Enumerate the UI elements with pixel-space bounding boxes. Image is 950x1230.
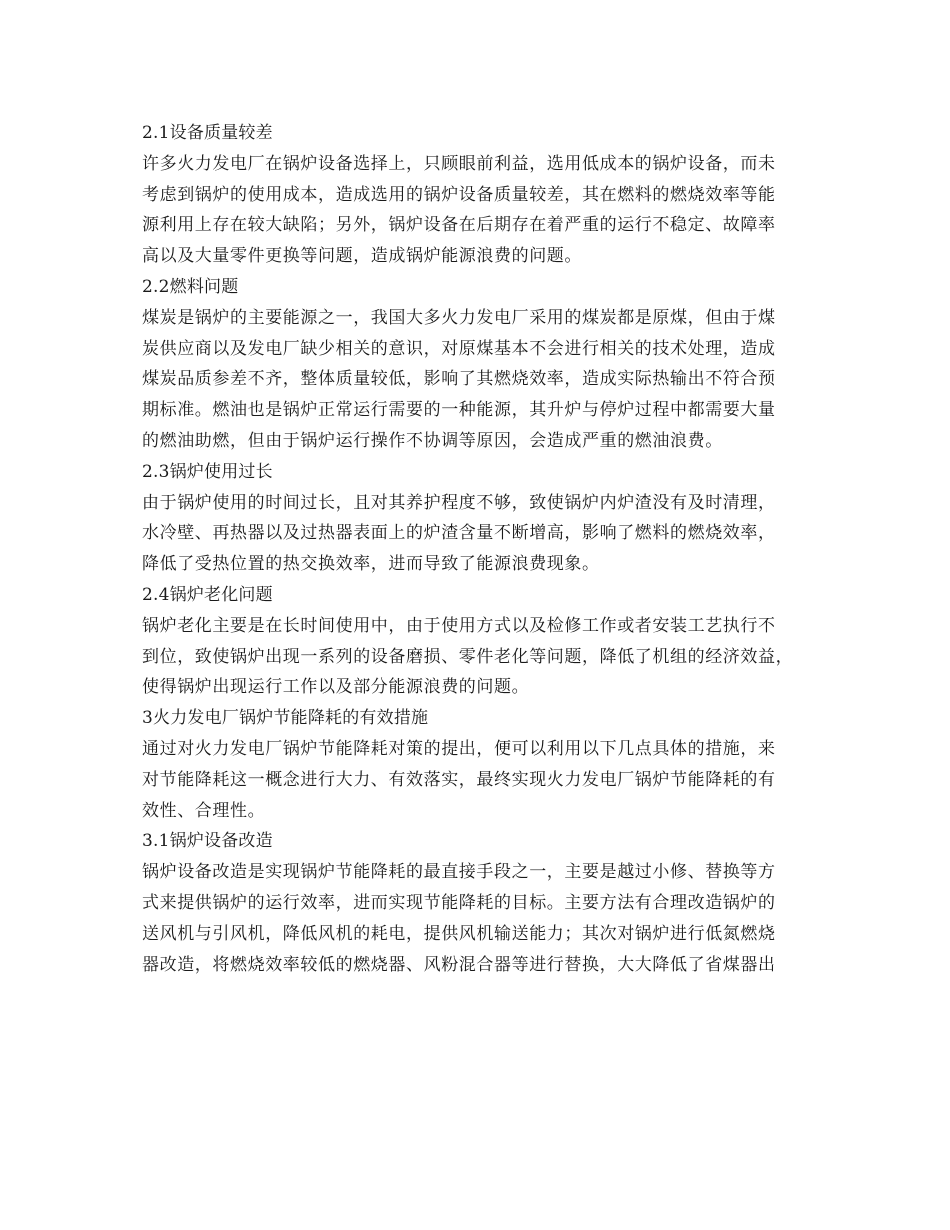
section-heading: 3火力发电厂锅炉节能降耗的有效措施 <box>142 708 429 729</box>
paragraph-line: 效性、合理性。 <box>142 800 266 821</box>
paragraph-line: 煤炭是锅炉的主要能源之一，我国大多火力发电厂采用的煤炭都是原煤，但由于煤 <box>142 307 776 328</box>
paragraph-line: 锅炉设备改造是实现锅炉节能降耗的最直接手段之一，主要是越过小修、替换等方 <box>142 862 776 883</box>
paragraph-line: 到位，致使锅炉出现一系列的设备磨损、零件老化等问题，降低了机组的经济效益， <box>142 646 794 667</box>
paragraph-line: 锅炉老化主要是在长时间使用中，由于使用方式以及检修工作或者安装工艺执行不 <box>142 615 776 636</box>
document-body <box>142 118 832 980</box>
paragraph-line: 期标准。燃油也是锅炉正常运行需要的一种能源，其升炉与停炉过程中都需要大量 <box>142 400 776 421</box>
paragraph-line: 高以及大量零件更换等问题，造成锅炉能源浪费的问题。 <box>142 246 582 267</box>
paragraph-line: 许多火力发电厂在锅炉设备选择上，只顾眼前利益，选用低成本的锅炉设备，而未 <box>142 153 776 174</box>
section-heading: 2.2燃料问题 <box>142 276 239 297</box>
paragraph-line: 降低了受热位置的热交换效率，进而导致了能源浪费现象。 <box>142 554 600 575</box>
section-heading: 3.1锅炉设备改造 <box>142 831 273 852</box>
paragraph-line: 对节能降耗这一概念进行大力、有效落实，最终实现火力发电厂锅炉节能降耗的有 <box>142 769 776 790</box>
paragraph-line: 源利用上存在较大缺陷；另外，锅炉设备在后期存在着严重的运行不稳定、故障率 <box>142 215 776 236</box>
paragraph-line: 由于锅炉使用的时间过长，且对其养护程度不够，致使锅炉内炉渣没有及时清理， <box>142 492 776 513</box>
paragraph-line: 水冷壁、再热器以及过热器表面上的炉渣含量不断增高，影响了燃料的燃烧效率， <box>142 523 776 544</box>
paragraph-line: 的燃油助燃，但由于锅炉运行操作不协调等原因，会造成严重的燃油浪费。 <box>142 430 723 451</box>
section-heading: 2.1设备质量较差 <box>142 123 273 143</box>
paragraph-line: 式来提供锅炉的运行效率，进而实现节能降耗的目标。主要方法有合理改造锅炉的 <box>142 892 776 913</box>
paragraph-line: 送风机与引风机，降低风机的耗电，提供风机输送能力；其次对锅炉进行低氮燃烧 <box>142 923 776 944</box>
section-heading: 2.3锅炉使用过长 <box>142 461 273 482</box>
paragraph-line: 考虑到锅炉的使用成本，造成选用的锅炉设备质量较差，其在燃料的燃烧效率等能 <box>142 184 776 205</box>
paragraph-line: 使得锅炉出现运行工作以及部分能源浪费的问题。 <box>142 677 530 698</box>
paragraph-line: 通过对火力发电厂锅炉节能降耗对策的提出，便可以利用以下几点具体的措施，来 <box>142 738 776 759</box>
paragraph-line: 炭供应商以及发电厂缺少相关的意识，对原煤基本不会进行相关的技术处理，造成 <box>142 338 776 359</box>
section-heading: 2.4锅炉老化问题 <box>142 584 273 605</box>
paragraph-line: 煤炭品质参差不齐，整体质量较低，影响了其燃烧效率，造成实际热输出不符合预 <box>142 369 776 390</box>
paragraph-line: 器改造，将燃烧效率较低的燃烧器、风粉混合器等进行替换，大大降低了省煤器出 <box>142 954 776 975</box>
